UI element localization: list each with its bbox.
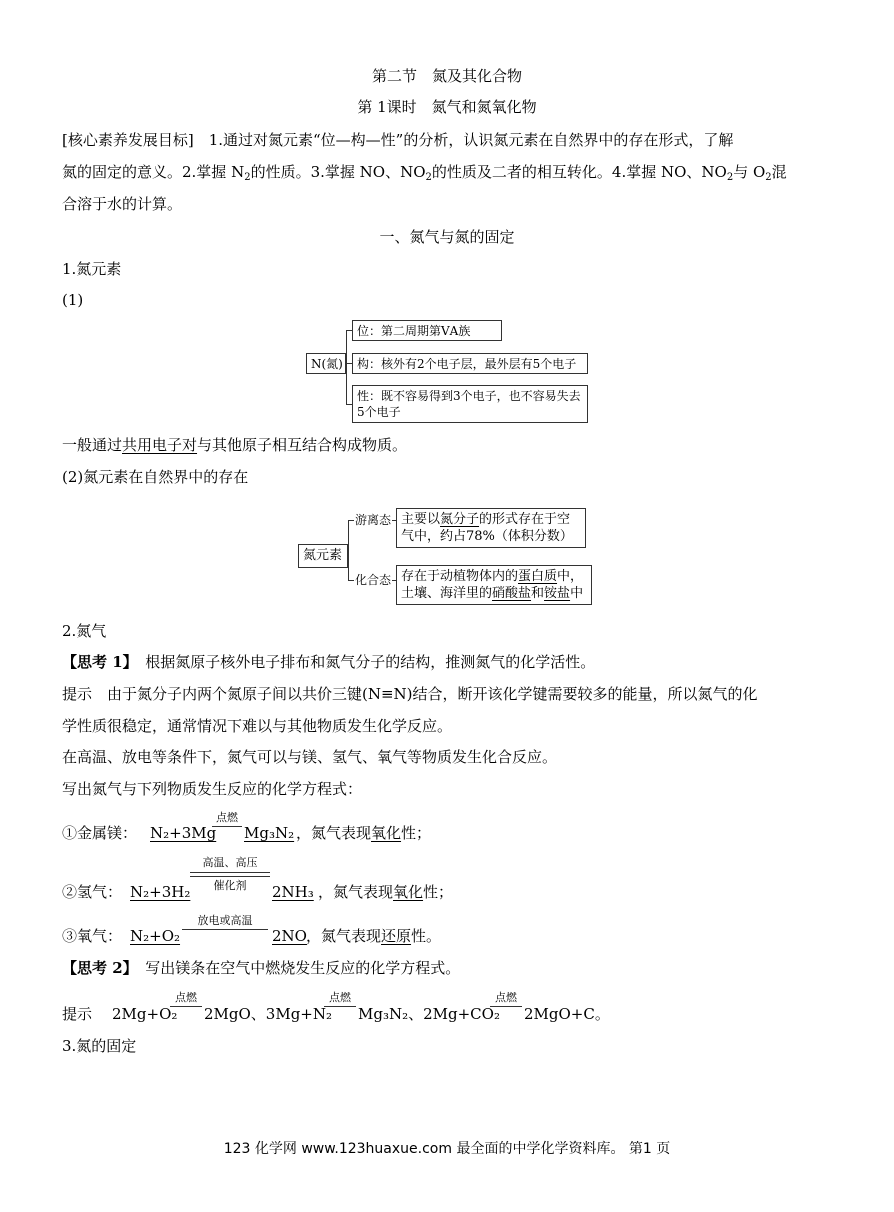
subheading-nitrogen-gas: 2.氮气: [62, 622, 107, 640]
shared-electron-pair: 共用电子对: [122, 436, 198, 454]
diagram1-center: N(氮): [306, 353, 346, 374]
free-state-label: 游离态: [355, 513, 392, 527]
page-footer: 123 化学网 www.123huaxue.com 最全面的中学化学资料库。 第1 页: [223, 1141, 671, 1157]
diagram1-position: 位：第二周期第ⅤA族: [352, 320, 502, 341]
think-1: 【思考 1】 根据氮原子核外电子排布和氮气分子的结构，推测氮气的化学活性。: [62, 653, 596, 671]
hint-1-line-2: 学性质很稳定，通常情况下难以与其他物质发生化学反应。: [62, 717, 453, 735]
diagram2-center: 氮元素: [298, 544, 348, 568]
conditions-sentence: 在高温、放电等条件下，氮气可以与镁、氢气、氧气等物质发生化合反应。: [62, 748, 558, 766]
subheading-nitrogen-fixation: 3.氮的固定: [62, 1037, 137, 1055]
subheading-part-1: (1): [62, 291, 84, 309]
goals-line-3: 合溶于水的计算。: [62, 195, 183, 213]
think-2: 【思考 2】 写出镁条在空气中燃烧发生反应的化学方程式。: [62, 959, 461, 977]
goals-line-1: [核心素养发展目标] 1.通过对氮元素“位—构—性”的分析，认识氮元素在自然界中的存在形式，了解: [62, 131, 734, 149]
write-equations-prompt: 写出氮气与下列物质发生反应的化学方程式：: [62, 780, 363, 798]
lesson-title: 第 1课时 氮气和氮氧化物: [357, 98, 537, 116]
subheading-nitrogen-element: 1.氮元素: [62, 260, 122, 278]
combined-state-box: 存在于动植物体内的蛋白质中， 土壤、海洋里的硝酸盐和铵盐中: [396, 565, 592, 605]
free-state-box: 主要以氮分子的形式存在于空 气中，约占78%（体积分数）: [396, 508, 586, 548]
combined-state-label: 化合态: [355, 573, 392, 587]
section-title: 第二节 氮及其化合物: [371, 67, 522, 85]
heading-nitrogen-fixation: 一、氮气与氮的固定: [379, 228, 515, 246]
hint-1-line-1: 提示 由于氮分子内两个氮原子间以共价三键(N≡N)结合，断开该化学键需要较多的能量，所以氮气的化: [62, 685, 758, 703]
bonding-sentence: 一般通过共用电子对与其他原子相互结合构成物质。: [62, 436, 408, 454]
subheading-part-2: (2)氮元素在自然界中的存在: [62, 468, 249, 486]
goals-line-2: 氮的固定的意义。2.掌握 $N_2$的性质。3.掌握 NO、$NO_2$的性质及二者的相互转化。4.掌握 NO、$NO_2$与 $O_2$混: [62, 163, 787, 183]
diagram1-structure: 构：核外有2个电子层，最外层有5个电子: [352, 353, 588, 374]
diagram1-property: 性：既不容易得到3个电子，也不容易失去 5个电子: [352, 385, 588, 423]
